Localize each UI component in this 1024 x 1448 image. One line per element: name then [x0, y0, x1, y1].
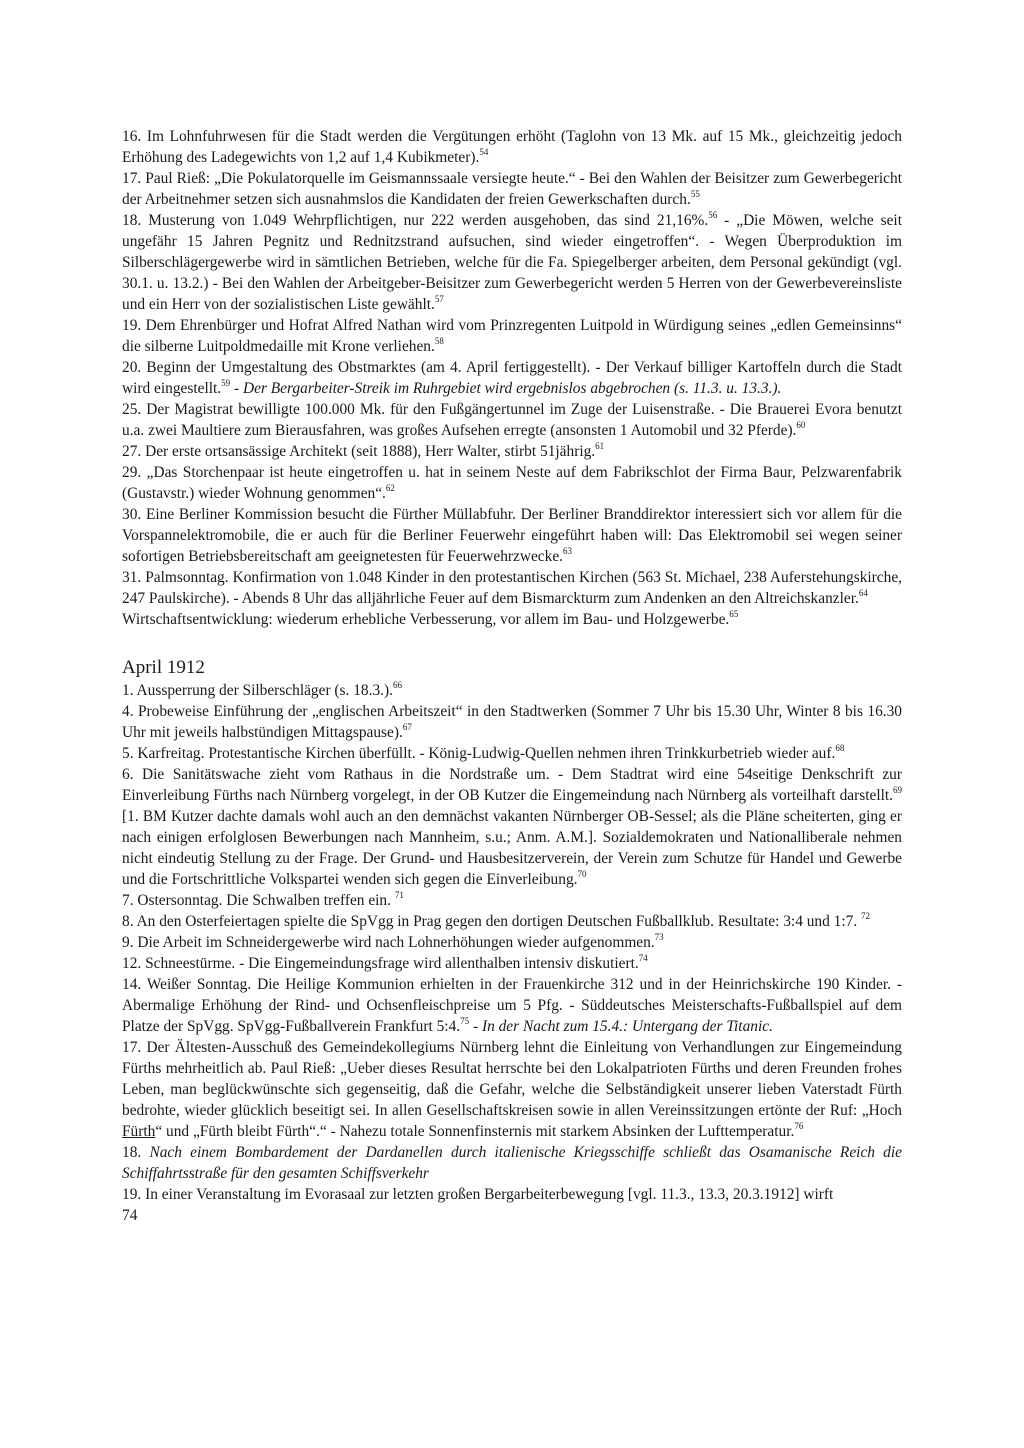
- page-body: [122, 126, 902, 1226]
- entry-march-31: 31. Palmsonntag. Konfirmation von 1.048 Kinder in den protestantischen Kirchen (563 St. Michael, 238 Auferstehungskirche, 247 Paulskirche). - Abends 8 Uhr das alljährliche Feuer auf dem Bismarckturm zum Andenken an den Altreichskanzler.$^{64}$: [122, 569, 902, 607]
- entry-march-30: 30. Eine Berliner Kommission besucht die Fürther Müllabfuhr. Der Berliner Branddirektor interessiert sich vor allem für die Vorspannelektromobile, die er auch für die Berliner Feuerwehr eingeführt haben will: Das Elektromobil sei wegen seiner sofortigen Betriebsbereitschaft am geeignetesten für Feuerwehrzwecke.$^{63}$: [122, 506, 902, 565]
- entry-march-18: 18. Musterung von 1.049 Wehrpflichtigen, nur 222 werden ausgehoben, das sind 21,16%.$^{56}$ - „Die Möwen, welche seit ungefähr 15 Jahren Pegnitz und Rednitzstrand aufsuchen, sind wieder eingetroffen“. - Wegen Überproduktion im Silberschlägergewerbe wird in sämtlichen Betrieben, welche für die Fa. Spiegelberger arbeiten, dem Personal gekündigt (vgl. 30.1. u. 13.2.) - Bei den Wahlen der Arbeitgeber-Beisitzer zum Gewerbegericht werden 5 Herren von der Gewerbevereinsliste und ein Herr von der sozialistischen Liste gewählt.$^{57}$: [122, 210, 902, 313]
- footnote-ref: 64: [858, 588, 868, 598]
- entry-march-16: 16. Im Lohnfuhrwesen für die Stadt werden die Vergütungen erhöht (Taglohn von 13 Mk. auf 15 Mk., gleichzeitig jedoch Erhöhung des Ladegewichts von 1,2 auf 1,4 Kubikmeter).$^{54}$: [122, 128, 902, 166]
- footnote-ref: 75: [460, 1016, 470, 1026]
- entry-april-12: 12. Schneestürme. - Die Eingemeindungsfrage wird allenthalben intensiv diskutiert.$^{74}$: [122, 953, 648, 972]
- footnote-ref: 58: [434, 336, 444, 346]
- footnote-ref: 60: [796, 420, 806, 430]
- underlined-word: Fürth: [122, 1123, 156, 1140]
- entry-march-17: 17. Paul Rieß: „Die Pokulatorquelle im Geismannssaale versiegte heute.“ - Bei den Wahlen der Beisitzer zum Gewerbegericht der Arbeitnehmer setzen sich ausnahmslos die Kandidaten der freien Gewerkschaften durch.$^{55}$: [122, 170, 902, 208]
- footnote-ref: 62: [385, 483, 395, 493]
- entry-april-5: 5. Karfreitag. Protestantische Kirchen überfüllt. - König-Ludwig-Quellen nehmen ihren Trinkkurbetrieb wieder auf.$^{68}$: [122, 743, 845, 762]
- footnote-ref: 66: [393, 680, 402, 690]
- footnote-ref: 67: [402, 722, 412, 732]
- footnote-ref: 57: [434, 294, 444, 304]
- footnote-ref: 55: [690, 189, 700, 199]
- footnote-ref: 73: [654, 932, 664, 942]
- section-heading-april-1912: April 1912: [122, 657, 205, 678]
- entry-april-19: 19. In einer Veranstaltung im Evorasaal zur letzten großen Bergarbeiterbewegung [vgl. 11.3., 13.3, 20.3.1912] wirft: [122, 1186, 834, 1203]
- world-event-note: - In der Nacht zum 15.4.: Untergang der Titanic.: [469, 1018, 773, 1035]
- footnote-ref: 59: [221, 378, 231, 388]
- footnote-ref: 69: [893, 785, 902, 795]
- entry-march-19: 19. Dem Ehrenbürger und Hofrat Alfred Nathan wird vom Prinzregenten Luitpold in Würdigung seines „edlen Gemeinsinns“ die silberne Luitpoldmedaille mit Krone verliehen.$^{58}$: [122, 317, 902, 355]
- world-event-note: - Der Bergarbeiter-Streik im Ruhrgebiet wird ergebnislos abgebrochen (s. 11.3. u. 13.3.).: [230, 380, 782, 397]
- entry-april-1: 1. Aussperrung der Silberschläger (s. 18.3.).$^{66}$: [122, 680, 402, 699]
- entry-march-27: 27. Der erste ortsansässige Architekt (seit 1888), Herr Walter, stirbt 51jährig.$^{61}$: [122, 441, 605, 460]
- entry-april-18: 18. Nach einem Bombardement der Dardanellen durch italienische Kriegsschiffe schließt das Osamanische Reich die Schiffahrtsstraße für den gesamten Schiffsverkehr: [122, 1144, 902, 1182]
- entry-april-9: 9. Die Arbeit im Schneidergewerbe wird nach Lohnerhöhungen wieder aufgenommen.$^{73}$: [122, 932, 664, 951]
- entry-march-20: 20. Beginn der Umgestaltung des Obstmarktes (am 4. April fertiggestellt). - Der Verkauf billiger Kartoffeln durch die Stadt wird eingestellt.$^{59}$ - Der Bergarbeiter-Streik im Ruhrgebiet wird ergebnislos abgebrochen (s. 11.3. u. 13.3.).: [122, 359, 902, 397]
- footnote-ref: 70: [577, 869, 587, 879]
- entry-april-8: 8. An den Osterfeiertagen spielte die SpVgg in Prag gegen den dortigen Deutschen Fußballklub. Resultate: 3:4 und 1:7. $^{72}$: [122, 911, 871, 930]
- entry-april-14: 14. Weißer Sonntag. Die Heilige Kommunion erhielten in der Frauenkirche 312 und in der Heinrichskirche 190 Kinder. - Abermalige Erhöhung der Rind- und Ochsenfleischpreise um 5 Pfg. - Süddeutsches Meisterschafts-Fußballspiel auf dem Platze der SpVgg. SpVgg-Fußballverein Frankfurt 5:4.75 - In der Nacht zum 15.4.: Untergang der Titanic.: [122, 976, 902, 1035]
- footnote-ref: 56: [708, 210, 718, 220]
- footnote-ref: 68: [835, 743, 845, 753]
- entry-march-29: 29. „Das Storchenpaar ist heute eingetroffen u. hat in seinem Neste auf dem Fabrikschlot der Firma Baur, Pelzwarenfabrik (Gustavstr.) wieder Wohnung genommen“.$^{62}$: [122, 464, 902, 502]
- footnote-ref: 54: [479, 147, 489, 157]
- footnote-ref: 74: [638, 953, 648, 963]
- footnote-ref: 72: [861, 911, 871, 921]
- world-event-note: Nach einem Bombardement der Dardanellen durch italienische Kriegsschiffe schließt das Osamanische Reich die Schiffahrtsstraße für den gesamten Schiffsverkehr: [122, 1144, 902, 1182]
- footnote-ref: 61: [595, 441, 605, 451]
- entry-april-4: 4. Probeweise Einführung der „englischen Arbeitszeit“ in den Stadtwerken (Sommer 7 Uhr bis 15.30 Uhr, Winter 8 bis 16.30 Uhr mit jeweils halbstündigen Mittagspause).$^{67}$: [122, 703, 902, 741]
- entry-economy-summary: Wirtschaftsentwicklung: wiederum erhebliche Verbesserung, vor allem im Bau- und Holzgewerbe.$^{65}$: [122, 609, 739, 628]
- footnote-ref: 65: [729, 609, 739, 619]
- footnote-ref: 71: [394, 890, 404, 900]
- page-number: 74: [122, 1207, 138, 1224]
- entry-april-17: 17. Der Ältesten-Ausschuß des Gemeindekollegiums Nürnberg lehnt die Einleitung von Verhandlungen zur Eingemeindung Fürths mehrheitlich ab. Paul Rieß: „Ueber dieses Resultat herrschte bei den Lokalpatrioten Fürths und deren Freunden frohes Leben, man beglückwünschte sich gegenseitig, daß die Gefahr, welche die Selbständigkeit unserer lieben Vaterstadt Fürth bedrohte, wieder glücklich beseitigt sei. In allen Gesellschaftskreisen sowie in allen Vereinssitzungen ertönte der Ruf: „Hoch Fürth“ und „Fürth bleibt Fürth“.“ - Nahezu totale Sonnenfinsternis mit starkem Absinken der Lufttemperatur.$^{76}$: [122, 1039, 902, 1140]
- entry-march-25: 25. Der Magistrat bewilligte 100.000 Mk. für den Fußgängertunnel im Zuge der Luisenstraße. - Die Brauerei Evora benutzt u.a. zwei Maultiere zum Bierausfahren, was großes Aufsehen erregte (ansonsten 1 Automobil und 32 Pferde).$^{60}$: [122, 401, 902, 439]
- entry-april-6: 6. Die Sanitätswache zieht vom Rathaus in die Nordstraße um. - Dem Stadtrat wird eine 54seitige Denkschrift zur Einverleibung Fürths nach Nürnberg vorgelegt, in der OB Kutzer die Eingemeindung nach Nürnberg als vorteilhaft darstellt.$^{69}$ [1. BM Kutzer dachte damals wohl auch an den demnächst vakanten Nürnberger OB-Sessel; als die Pläne scheiterten, ging er nach einigen erfolglosen Bewerbungen nach Mannheim, s.u.; Anm. A.M.]. Sozialdemokraten und Nationalliberale nehmen nicht eindeutig Stellung zu der Frage. Der Grund- und Hausbesitzerverein, der Verein zum Schutze für Handel und Gewerbe und die Fortschrittliche Volkspartei wenden sich gegen die Einverleibung.$^{70}$: [122, 766, 902, 888]
- footnote-ref: 63: [563, 546, 573, 556]
- footnote-ref: 76: [794, 1121, 804, 1131]
- entry-april-7: 7. Ostersonntag. Die Schwalben treffen ein. $^{71}$: [122, 890, 404, 909]
